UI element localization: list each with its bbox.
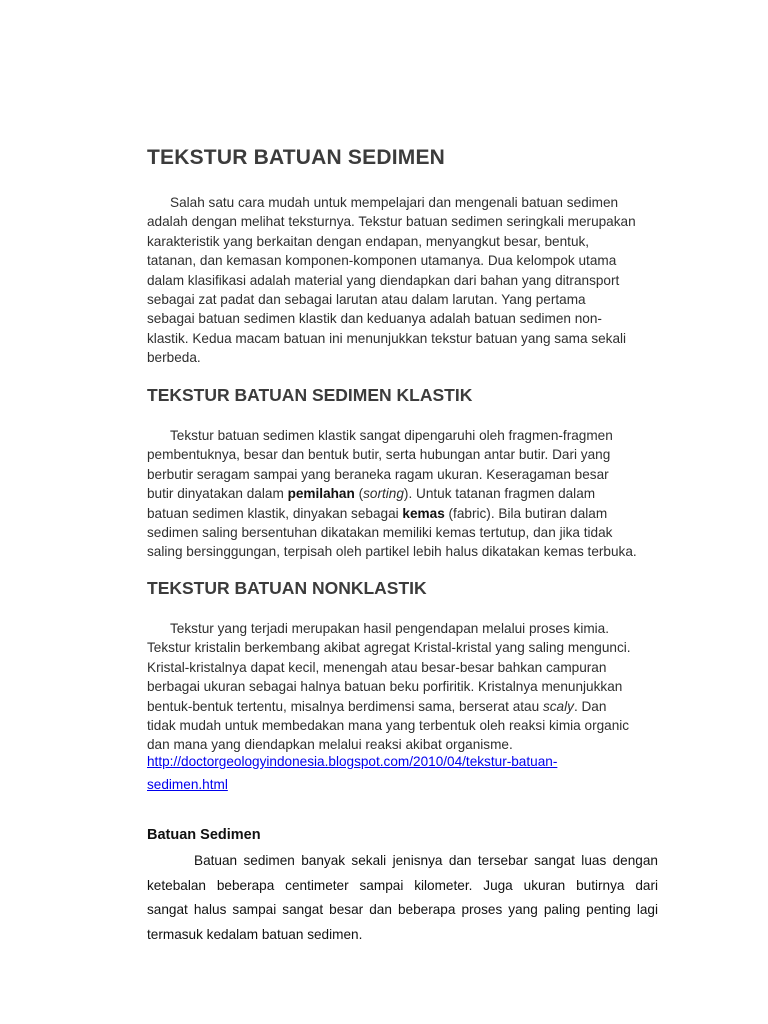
text-run: ). Untuk tatanan fragmen dalam [403,486,596,502]
term-kemas: kemas [402,505,445,521]
subsection-line: sangat halus sampai sangat besar dan beberapa proses yang paling penting lagi [147,902,658,918]
text-run: butir dinyatakan dalam [147,486,288,502]
intro-line: adalah dengan melihat teksturnya. Tekstur batuan sedimen seringkali merupakan [147,214,636,230]
nonklastik-line: Tekstur yang terjadi merupakan hasil pengendapan melalui proses kimia. [170,621,610,636]
nonklastik-line: Tekstur kristalin berkembang akibat agregat Kristal-kristal yang saling mengunci. [147,640,631,656]
intro-line: klastik. Kedua macam batuan ini menunjukkan tekstur batuan yang sama sekali [147,330,627,346]
klastik-line [147,484,658,503]
term-scaly: scaly [542,698,574,714]
subsection-line: ketebalan beberapa centimeter sampai kilometer. Juga ukuran butirnya dari [147,877,658,893]
term-sorting: sorting [363,486,404,502]
klastik-line: Tekstur batuan sedimen klastik sangat dipengaruhi oleh fragmen-fragmen [170,428,613,443]
text-run: . Dan [573,698,607,714]
subsection-line: Batuan sedimen banyak sekali jenisnya dan tersebar sangat luas dengan [194,853,658,868]
text-run: bentuk-bentuk tertentu, misalnya berdimensi sama, berserat atau [147,698,543,714]
nonklastik-line [147,697,658,716]
source-link-line-2[interactable]: sedimen.html [147,777,228,792]
klastik-heading: TEKSTUR BATUAN SEDIMEN KLASTIK [147,385,473,405]
intro-line: karakteristik yang berkaitan dengan endapan, menyangkut besar, bentuk, [147,233,590,249]
intro-line: Salah satu cara mudah untuk mempelajari dan mengenali batuan sedimen [170,195,619,210]
subsection-heading: Batuan Sedimen [147,827,261,843]
klastik-line: saling bersinggungan, terpisah oleh partikel lebih halus dikatakan kemas terbuka. [147,544,637,560]
klastik-line [147,504,658,523]
source-link[interactable] [147,750,557,796]
nonklastik-line: dan mana yang diendapkan melalui reaksi akibat organisme. [147,737,513,753]
nonklastik-line: Kristal-kristalnya dapat kecil, menengah atau besar-besar bahkan campuran [147,659,607,675]
nonklastik-line: berbagai ukuran sebagai halnya batuan beku porfiritik. Kristalnya menunjukkan [147,679,623,695]
intro-line: sebagai zat padat dan sebagai larutan atau dalam larutan. Yang pertama [147,292,586,308]
text-run: batuan sedimen klastik, dinyakan sebagai [147,505,403,521]
klastik-paragraph [147,426,658,562]
intro-line: berbeda. [147,350,201,366]
intro-line: sebagai batuan sedimen klastik dan keduanya adalah batuan sedimen non- [147,311,602,327]
subsection-line: termasuk kedalam batuan sedimen. [147,927,363,943]
klastik-line: berbutir seragam sampai yang beraneka ragam ukuran. Keseragaman besar [147,466,609,482]
text-run: ( [354,486,364,502]
nonklastik-line: tidak mudah untuk membedakan mana yang terbentuk oleh reaksi kimia organic [147,718,630,734]
intro-line: tatanan, dan kemasan komponen-komponen utamanya. Dua kelompok utama [147,253,617,269]
klastik-line: pembentuknya, besar dan bentuk butir, serta hubungan antar butir. Dari yang [147,447,611,463]
intro-paragraph [147,193,658,368]
subsection-paragraph [147,849,658,948]
intro-line: dalam klasifikasi adalah material yang diendapkan dari bahan yang ditransport [147,272,620,288]
klastik-line: sedimen saling bersentuhan dikatakan memiliki kemas tertutup, dan jika tidak [147,525,613,541]
source-link-line-1[interactable]: http://doctorgeologyindonesia.blogspot.com/2010/04/tekstur-batuan- [147,754,558,769]
nonklastik-heading: TEKSTUR BATUAN NONKLASTIK [147,578,427,598]
nonklastik-paragraph [147,619,658,755]
page-title: TEKSTUR BATUAN SEDIMEN [147,146,446,169]
text-run: (fabric). Bila butiran dalam [444,505,608,521]
term-pemilahan: pemilahan [287,486,355,502]
